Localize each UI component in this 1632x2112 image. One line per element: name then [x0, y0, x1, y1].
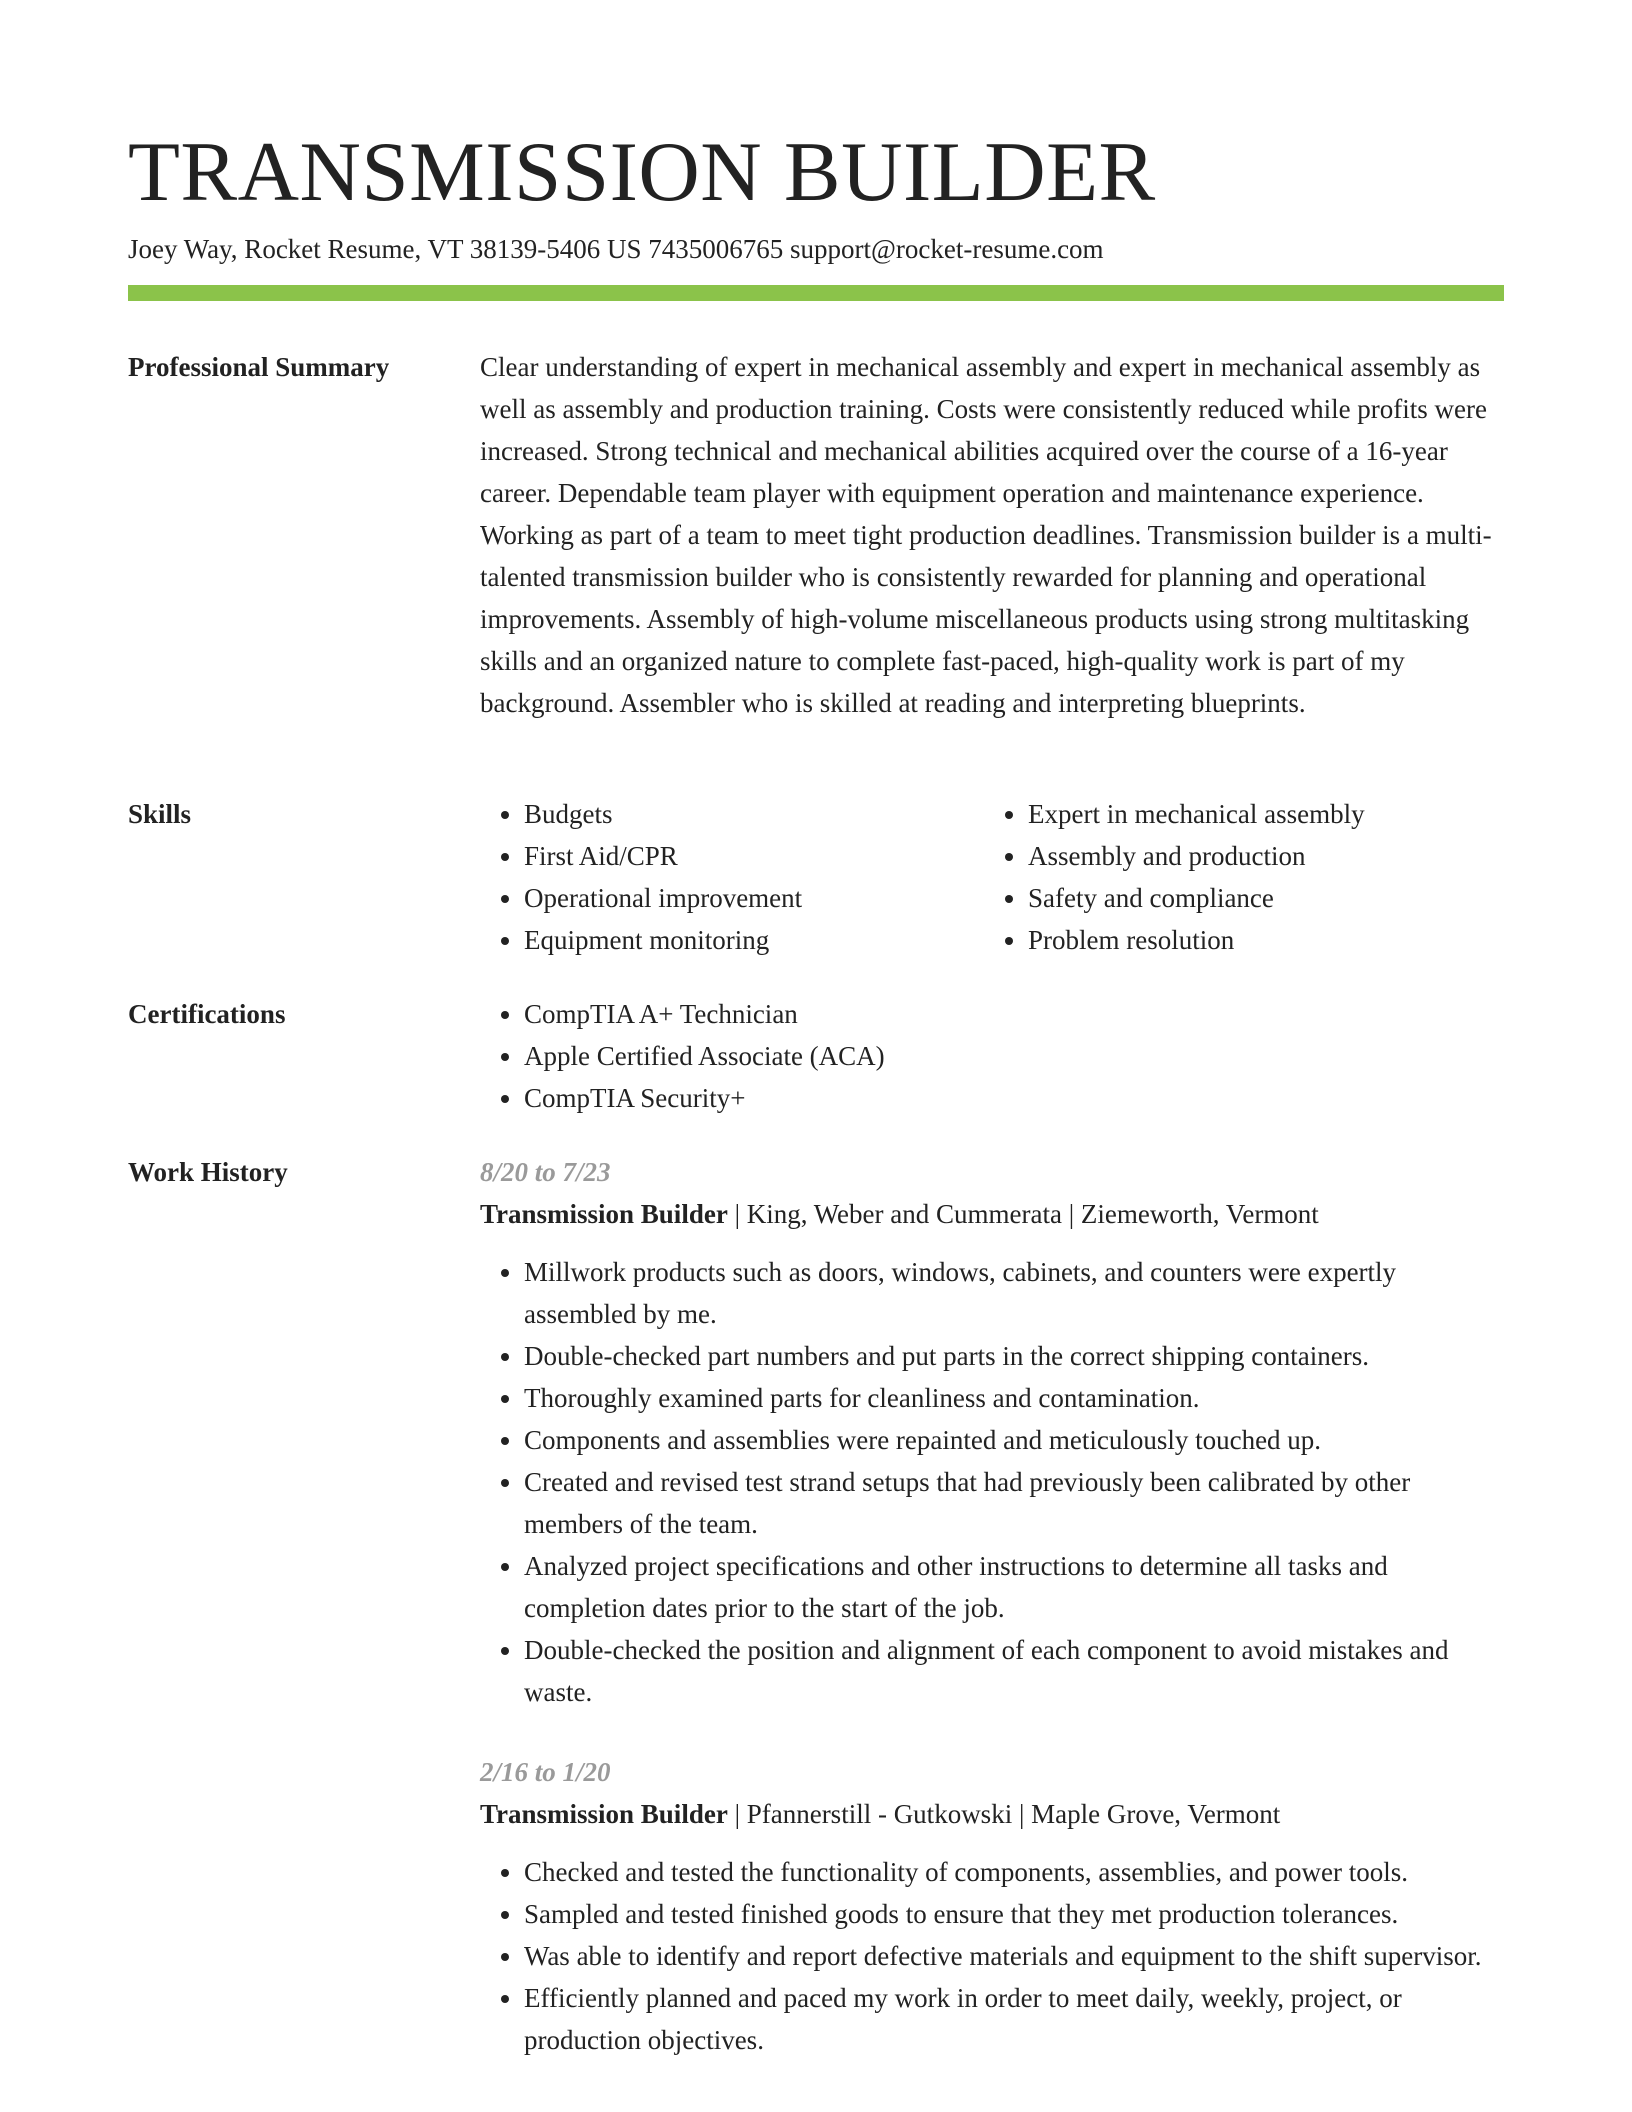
- skill-item: • Safety and compliance: [1028, 877, 1488, 919]
- job-details: | Pfannerstill - Gutkowski | Maple Grove, Vermont: [727, 1799, 1281, 1829]
- certification-item: • CompTIA Security+: [524, 1077, 1504, 1119]
- work-history-heading: Work History: [128, 1157, 288, 1187]
- job-bullet: • Checked and tested the functionality of components, assemblies, and power tools.: [524, 1851, 1504, 1893]
- summary-body: [480, 346, 1504, 724]
- job-title: Transmission Builder: [480, 1799, 728, 1829]
- skills-column-right: [984, 793, 1488, 961]
- skills-grid: [480, 793, 1504, 961]
- skills-list-left: [480, 793, 984, 961]
- skill-item: • Expert in mechanical assembly: [1028, 793, 1488, 835]
- certifications-body: [480, 993, 1504, 1119]
- job-bullet: • Sampled and tested finished goods to ensure that they met production tolerances.: [524, 1893, 1504, 1935]
- job-entry: [480, 1151, 1504, 1713]
- job-bullet: • Components and assemblies were repainted and meticulously touched up.: [524, 1419, 1504, 1461]
- job-dates: 8/20 to 7/23: [480, 1157, 611, 1187]
- certification-item: • CompTIA A+ Technician: [524, 993, 1504, 1035]
- skill-item: • First Aid/CPR: [524, 835, 984, 877]
- resume-name: TRANSMISSION BUILDER: [128, 125, 1156, 219]
- skills-body: [480, 793, 1504, 961]
- job-bullet: • Was able to identify and report defective materials and equipment to the shift supervisor.: [524, 1935, 1504, 1977]
- skill-item: • Budgets: [524, 793, 984, 835]
- skills-heading: Skills: [128, 799, 192, 829]
- job-heading: [480, 1793, 1504, 1835]
- skill-item: • Assembly and production: [1028, 835, 1488, 877]
- skill-item: • Problem resolution: [1028, 919, 1488, 961]
- job-bullet: • Efficiently planned and paced my work in order to meet daily, weekly, project, or production objectives.: [524, 1977, 1504, 2061]
- skills-column-left: [480, 793, 984, 961]
- skill-item: • Equipment monitoring: [524, 919, 984, 961]
- accent-divider: [128, 285, 1504, 301]
- job-bullets: [480, 1251, 1504, 1713]
- summary-text: Clear understanding of expert in mechanical assembly and expert in mechanical assembly as well as assembly and production training. Costs were consistently reduced while profits were increased. Strong technical and mechanical abilities acquired over the course of a 16-year career. Dependable team player with equipment operation and maintenance experience. Working as part of a team to meet tight production deadlines. Transmission builder is a multi-talented transmission builder who is consistently rewarded for planning and operational improvements. Assembly of high-volume miscellaneous products using strong multitasking skills and an organized nature to complete fast-paced, high-quality work is part of my background. Assembler who is skilled at reading and interpreting blueprints.: [480, 352, 1492, 718]
- summary-heading: Professional Summary: [128, 352, 390, 382]
- job-entry: [480, 1751, 1504, 2061]
- job-heading: [480, 1193, 1504, 1235]
- work-history-body: [480, 1151, 1504, 2099]
- job-bullet: • Double-checked part numbers and put parts in the correct shipping containers.: [524, 1335, 1504, 1377]
- job-title: Transmission Builder: [480, 1199, 728, 1229]
- certifications-list: [480, 993, 1504, 1119]
- job-bullet: • Millwork products such as doors, windows, cabinets, and counters were expertly assembled by me.: [524, 1251, 1504, 1335]
- certifications-heading: Certifications: [128, 999, 286, 1029]
- job-bullet: • Double-checked the position and alignment of each component to avoid mistakes and waste.: [524, 1629, 1504, 1713]
- job-bullets: [480, 1851, 1504, 2061]
- job-bullet: • Thoroughly examined parts for cleanliness and contamination.: [524, 1377, 1504, 1419]
- job-bullet: • Created and revised test strand setups that had previously been calibrated by other members of the team.: [524, 1461, 1504, 1545]
- job-dates: 2/16 to 1/20: [480, 1757, 611, 1787]
- skill-item: • Operational improvement: [524, 877, 984, 919]
- skills-list-right: [984, 793, 1488, 961]
- contact-line: Joey Way, Rocket Resume, VT 38139-5406 US 7435006765 support@rocket-resume.com: [128, 234, 1104, 264]
- job-bullet: • Analyzed project specifications and other instructions to determine all tasks and completion dates prior to the start of the job.: [524, 1545, 1504, 1629]
- job-details: | King, Weber and Cummerata | Ziemeworth, Vermont: [727, 1199, 1319, 1229]
- certification-item: • Apple Certified Associate (ACA): [524, 1035, 1504, 1077]
